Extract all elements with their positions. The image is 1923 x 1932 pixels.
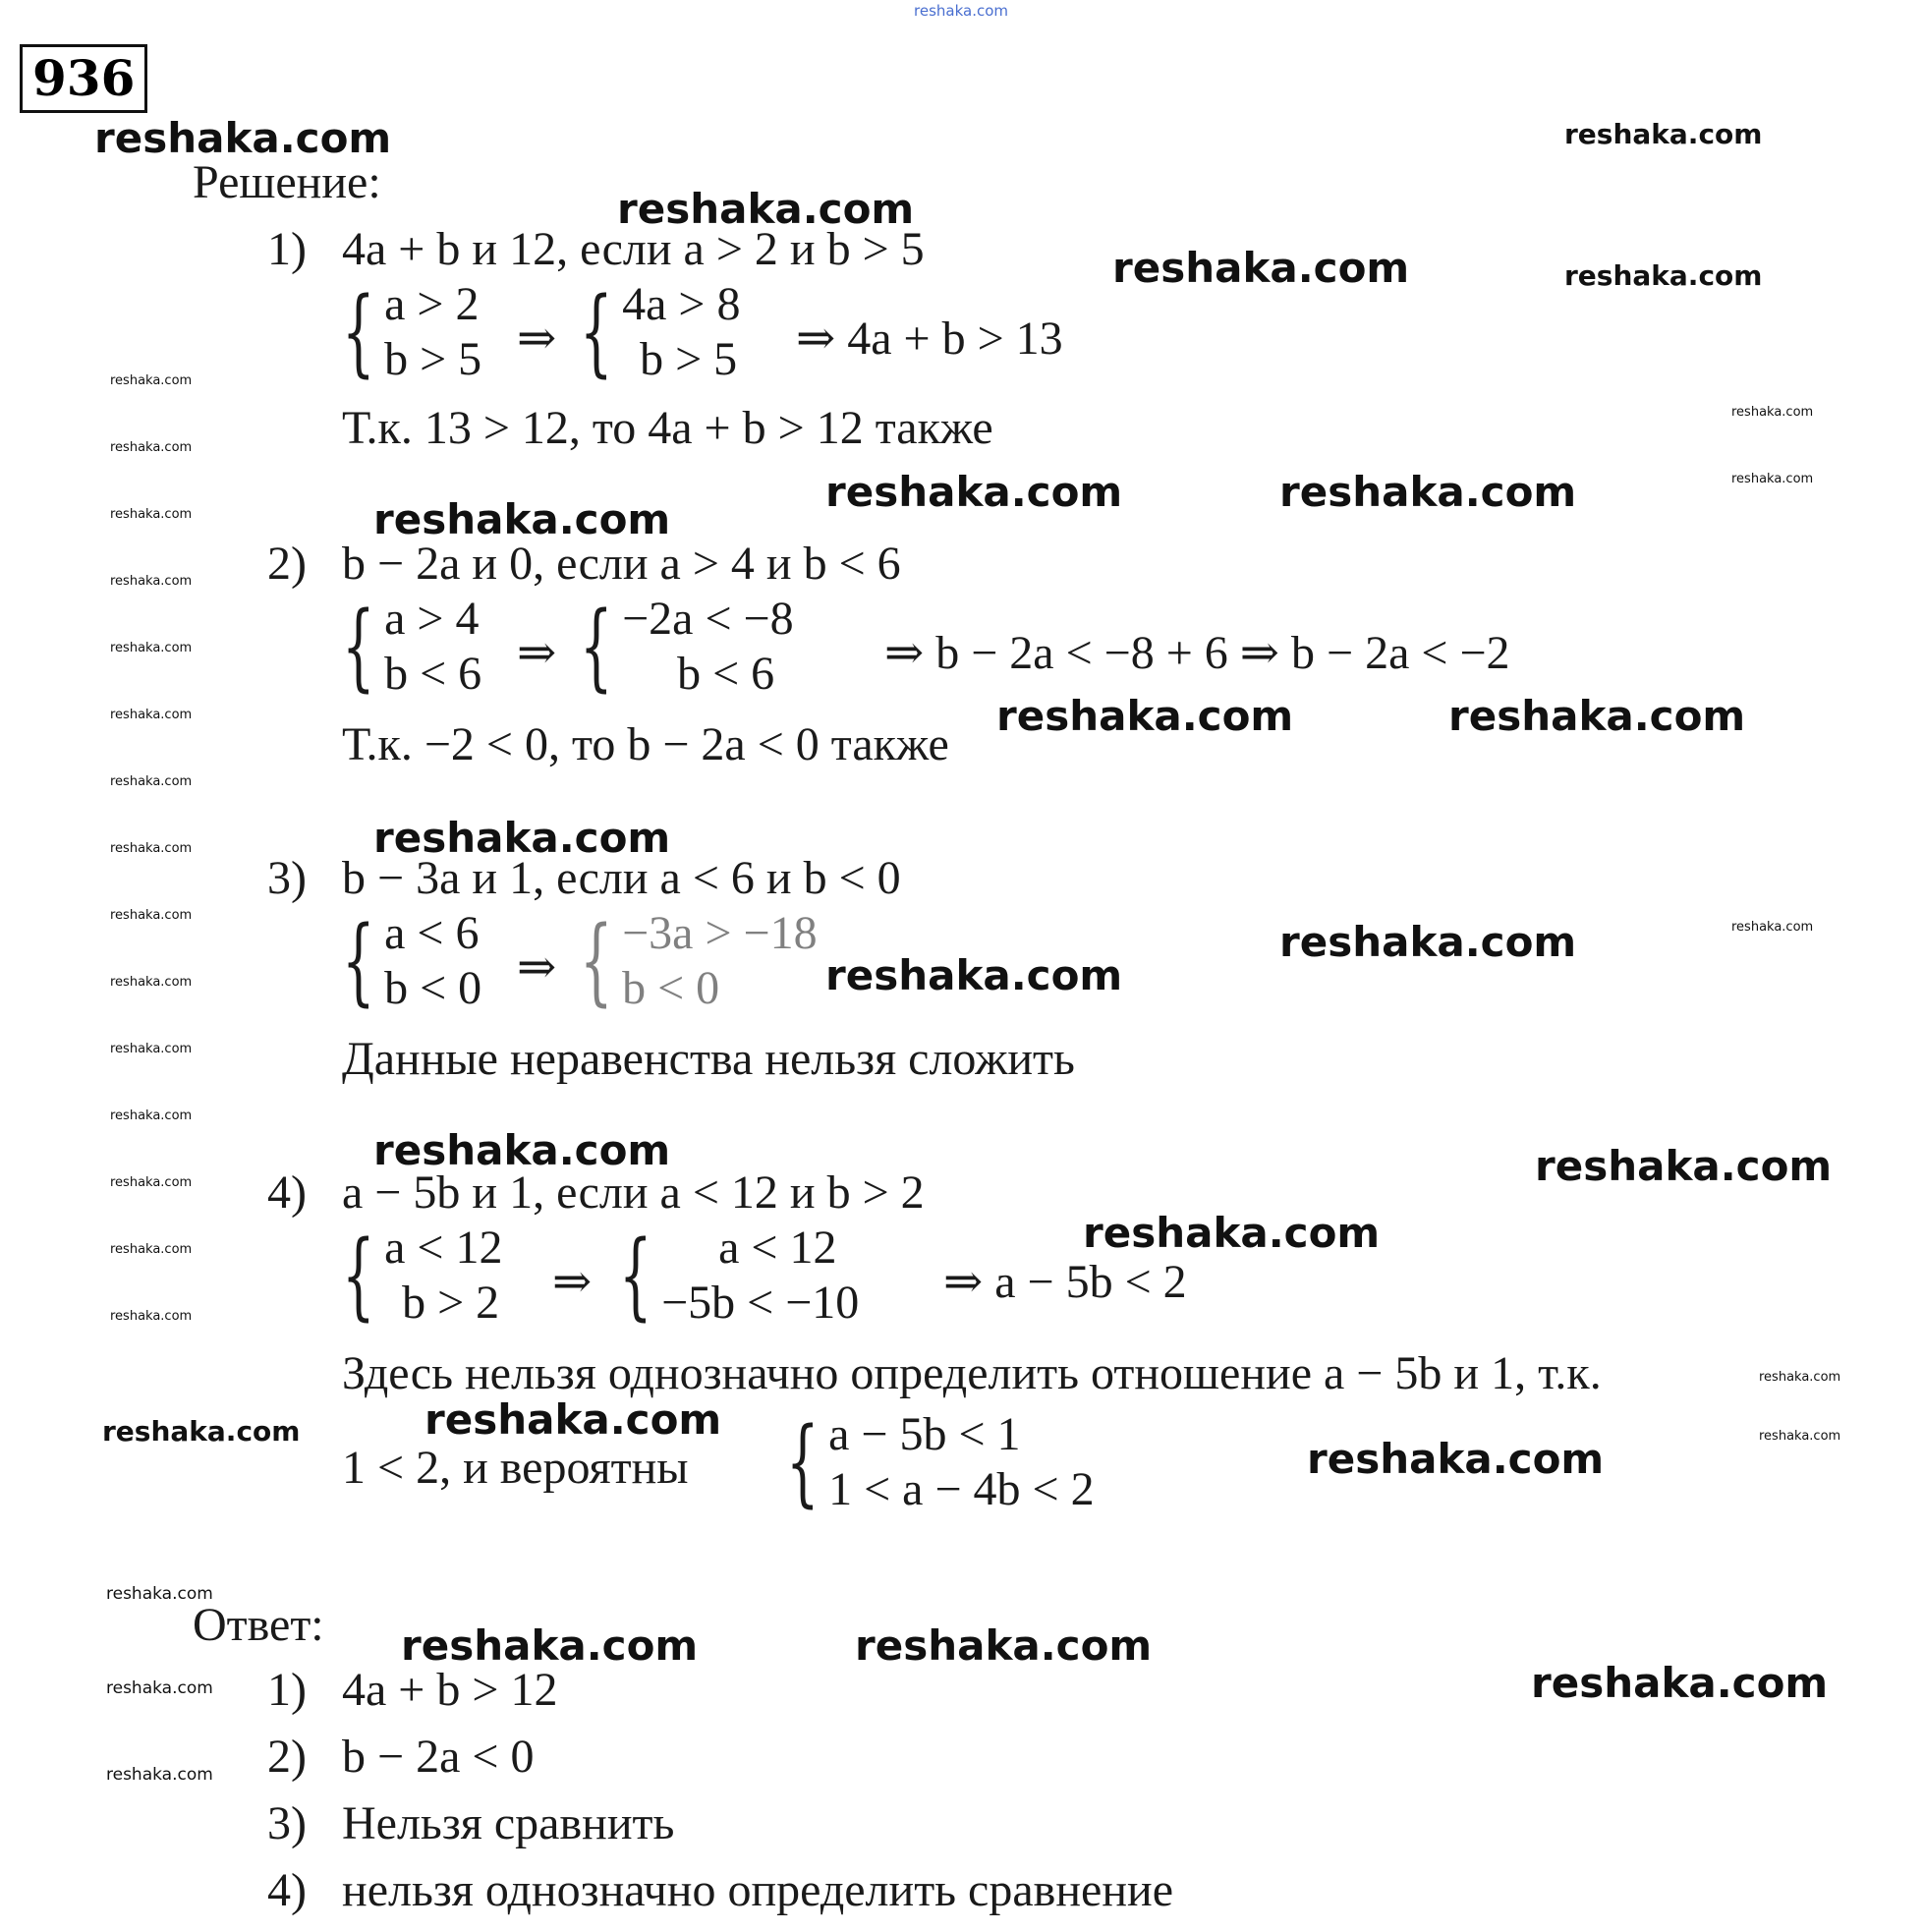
part-3-statement: b − 3a и 1, если a < 6 и b < 0 — [342, 852, 901, 904]
answer-3-number: 3) — [267, 1797, 307, 1849]
watermark: reshaka.com — [1112, 244, 1410, 292]
watermark: reshaka.com — [102, 1415, 301, 1448]
part-1-system-1 — [342, 277, 481, 387]
watermark: reshaka.com — [373, 814, 671, 862]
watermark: reshaka.com — [110, 1108, 193, 1123]
watermark: reshaka.com — [1564, 118, 1763, 150]
part-4-extra-prefix: 1 < 2, и вероятны — [342, 1442, 689, 1494]
watermark: reshaka.com — [401, 1621, 699, 1670]
watermark: reshaka.com — [1759, 1370, 1841, 1385]
part-3-number: 3) — [267, 852, 307, 904]
part-1-conclusion: Т.к. 13 > 12, то 4a + b > 12 также — [342, 402, 993, 454]
part-4-statement: a − 5b и 1, если a < 12 и b > 2 — [342, 1166, 925, 1219]
watermark: reshaka.com — [1279, 918, 1577, 966]
system-row: b < 0 — [622, 962, 720, 1014]
answer-3-text: Нельзя сравнить — [342, 1797, 675, 1849]
answer-1-number: 1) — [267, 1664, 307, 1716]
watermark: reshaka.com — [996, 692, 1294, 740]
part-2-system-2 — [580, 592, 794, 702]
system-row: a > 2 — [384, 278, 480, 330]
system-row: −3a > −18 — [622, 907, 818, 959]
part-1-system-2 — [580, 277, 740, 387]
watermark: reshaka.com — [1535, 1142, 1833, 1190]
part-4-system-1 — [342, 1221, 502, 1331]
part-2-result: ⇒ b − 2a < −8 + 6 ⇒ b − 2a < −2 — [884, 627, 1510, 679]
implies-arrow: ⇒ — [517, 313, 557, 365]
watermark: reshaka.com — [373, 495, 671, 543]
watermark: reshaka.com — [424, 1395, 722, 1444]
system-row: a − 5b < 1 — [828, 1408, 1021, 1460]
answer-1-text: 4a + b > 12 — [342, 1664, 558, 1716]
watermark: reshaka.com — [110, 908, 193, 923]
brace-icon: { — [580, 592, 613, 702]
watermark: reshaka.com — [825, 468, 1123, 516]
watermark: reshaka.com — [106, 1765, 213, 1785]
watermark: reshaka.com — [110, 1242, 193, 1257]
watermark: reshaka.com — [110, 507, 193, 522]
watermark: reshaka.com — [110, 1042, 193, 1056]
system-row: a > 4 — [384, 593, 480, 645]
solution-heading: Решение: — [193, 156, 381, 208]
part-2-number: 2) — [267, 538, 307, 590]
problem-number: 936 — [20, 44, 147, 113]
part-4-number: 4) — [267, 1166, 307, 1219]
watermark: reshaka.com — [1307, 1435, 1605, 1483]
watermark: reshaka.com — [914, 2, 1008, 20]
part-1-result: ⇒ 4a + b > 13 — [796, 313, 1063, 365]
answer-4-number: 4) — [267, 1864, 307, 1916]
watermark: reshaka.com — [110, 708, 193, 722]
system-row: a < 12 — [384, 1222, 503, 1274]
system-row: a < 12 — [718, 1222, 837, 1274]
part-4-conclusion: Здесь нельзя однозначно определить отношение a − 5b и 1, т.к. — [342, 1347, 1602, 1399]
system-row: −2a < −8 — [622, 593, 794, 645]
part-4-extra-system — [786, 1407, 1095, 1517]
watermark: reshaka.com — [1731, 920, 1814, 935]
brace-icon: { — [786, 1407, 820, 1517]
brace-icon: { — [342, 277, 375, 387]
watermark: reshaka.com — [855, 1621, 1153, 1670]
brace-icon: { — [580, 277, 613, 387]
brace-icon: { — [342, 1221, 375, 1331]
brace-icon: { — [342, 592, 375, 702]
watermark: reshaka.com — [1279, 468, 1577, 516]
implies-arrow: ⇒ — [517, 941, 557, 994]
watermark: reshaka.com — [1083, 1209, 1381, 1257]
answer-heading: Ответ: — [193, 1599, 324, 1651]
system-row: a < 6 — [384, 907, 480, 959]
watermark: reshaka.com — [110, 1309, 193, 1324]
watermark: reshaka.com — [1759, 1429, 1841, 1444]
watermark: reshaka.com — [110, 641, 193, 655]
watermark: reshaka.com — [1564, 259, 1763, 292]
watermark: reshaka.com — [1531, 1659, 1829, 1707]
system-row: −5b < −10 — [661, 1277, 860, 1329]
system-row: 4a > 8 — [622, 278, 741, 330]
watermark: reshaka.com — [110, 1175, 193, 1190]
part-2-conclusion: Т.к. −2 < 0, то b − 2a < 0 также — [342, 718, 949, 770]
answer-4-text: нельзя однозначно определить сравнение — [342, 1864, 1173, 1916]
brace-icon: { — [342, 906, 375, 1016]
answer-2-text: b − 2a < 0 — [342, 1731, 535, 1783]
watermark: reshaka.com — [106, 1584, 213, 1604]
implies-arrow: ⇒ — [517, 627, 557, 679]
watermark: reshaka.com — [94, 114, 392, 162]
watermark: reshaka.com — [110, 975, 193, 990]
watermark: reshaka.com — [110, 841, 193, 856]
part-3-conclusion: Данные неравенства нельзя сложить — [342, 1033, 1075, 1085]
watermark: reshaka.com — [110, 574, 193, 589]
watermark: reshaka.com — [1731, 472, 1814, 486]
brace-icon: { — [580, 906, 613, 1016]
part-1-statement: 4a + b и 12, если a > 2 и b > 5 — [342, 223, 925, 275]
answer-2-number: 2) — [267, 1731, 307, 1783]
system-row: b < 6 — [384, 648, 482, 700]
part-4-system-2 — [619, 1221, 859, 1331]
part-3-system-2 — [580, 906, 818, 1016]
part-4-result: ⇒ a − 5b < 2 — [943, 1256, 1187, 1308]
system-row: b < 6 — [677, 648, 775, 700]
system-row: b > 5 — [384, 333, 482, 385]
implies-arrow: ⇒ — [552, 1256, 593, 1308]
watermark: reshaka.com — [110, 373, 193, 388]
watermark: reshaka.com — [106, 1678, 213, 1698]
system-row: b > 5 — [640, 333, 738, 385]
watermark: reshaka.com — [1731, 405, 1814, 420]
watermark: reshaka.com — [110, 774, 193, 789]
watermark: reshaka.com — [373, 1126, 671, 1174]
watermark: reshaka.com — [825, 951, 1123, 999]
watermark: reshaka.com — [1448, 692, 1746, 740]
system-row: b > 2 — [402, 1277, 500, 1329]
part-1-number: 1) — [267, 223, 307, 275]
system-row: 1 < a − 4b < 2 — [828, 1463, 1095, 1515]
watermark: reshaka.com — [110, 440, 193, 455]
system-row: b < 0 — [384, 962, 482, 1014]
part-2-statement: b − 2a и 0, если a > 4 и b < 6 — [342, 538, 901, 590]
brace-icon: { — [619, 1221, 652, 1331]
watermark: reshaka.com — [617, 185, 915, 233]
part-3-system-1 — [342, 906, 481, 1016]
part-2-system-1 — [342, 592, 481, 702]
